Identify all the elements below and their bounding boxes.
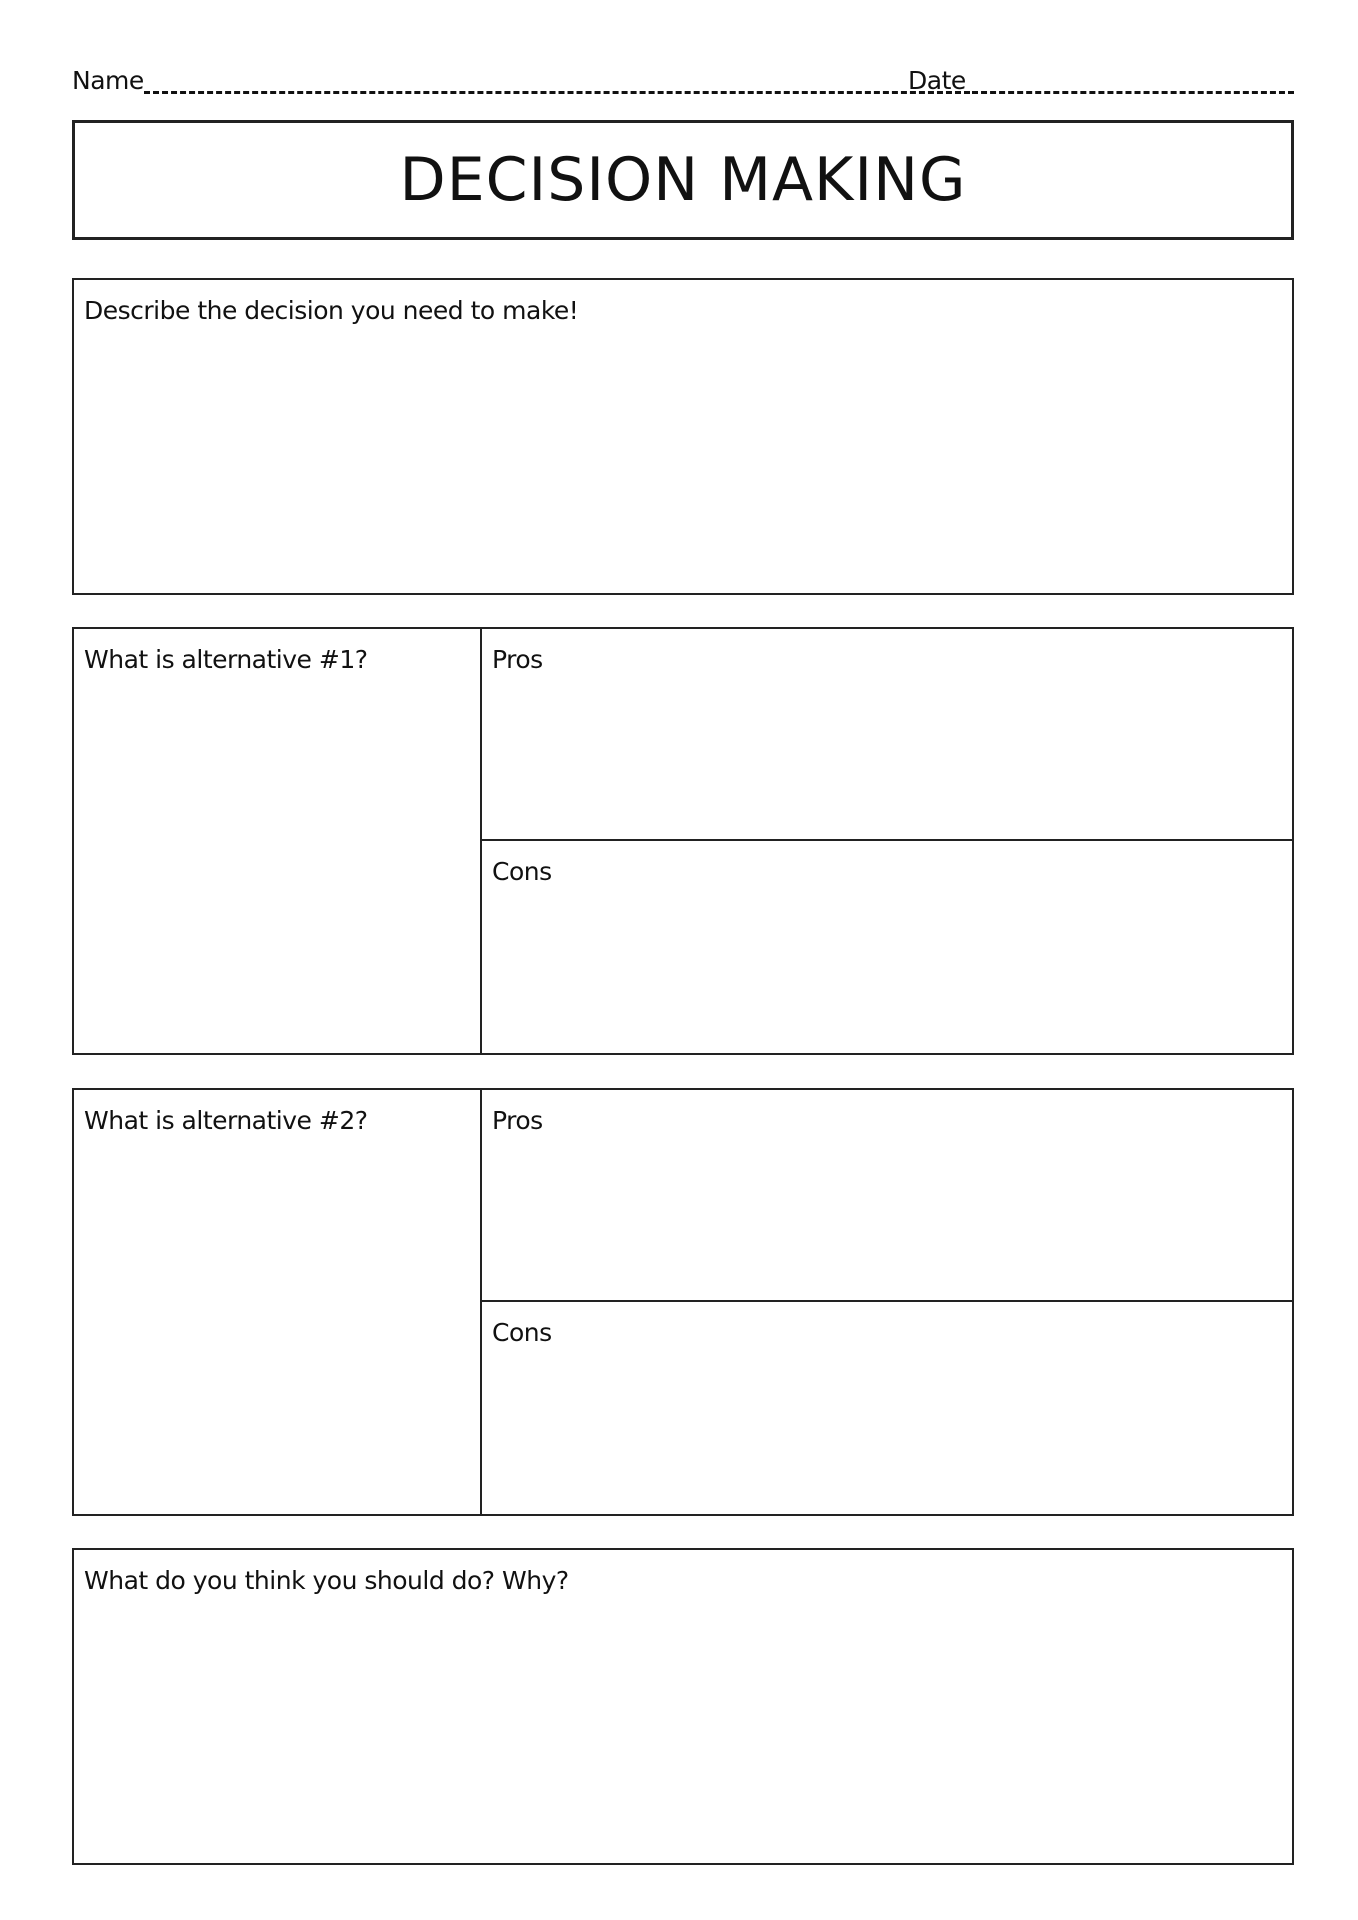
date-label: Date (908, 66, 966, 95)
alternative-1-section (72, 627, 1294, 1055)
title-box (72, 120, 1294, 240)
page-title: DECISION MAKING (399, 145, 967, 215)
header-line (72, 62, 1294, 102)
name-blank[interactable] (144, 91, 970, 94)
name-label: Name (72, 66, 144, 95)
alternative-1-pros-label: Pros (492, 645, 543, 674)
conclusion-prompt: What do you think you should do? Why? (84, 1566, 569, 1595)
alternative-1-prompt: What is alternative #1? (84, 645, 368, 674)
alternative-1-pros-box[interactable] (482, 629, 1292, 841)
conclusion-box[interactable] (72, 1548, 1294, 1865)
alternative-1-cons-box[interactable] (482, 841, 1292, 1053)
alternative-2-prompt: What is alternative #2? (84, 1106, 368, 1135)
alternative-2-pros-box[interactable] (482, 1090, 1292, 1302)
alternative-2-cons-label: Cons (492, 1318, 552, 1347)
alternative-2-section (72, 1088, 1294, 1516)
decision-description-box[interactable] (72, 278, 1294, 595)
alternative-2-box[interactable] (74, 1090, 482, 1514)
alternative-2-cons-box[interactable] (482, 1302, 1292, 1514)
decision-description-prompt: Describe the decision you need to make! (84, 296, 579, 325)
alternative-1-cons-label: Cons (492, 857, 552, 886)
alternative-2-pros-label: Pros (492, 1106, 543, 1135)
date-blank[interactable] (972, 91, 1294, 94)
alternative-1-box[interactable] (74, 629, 482, 1053)
